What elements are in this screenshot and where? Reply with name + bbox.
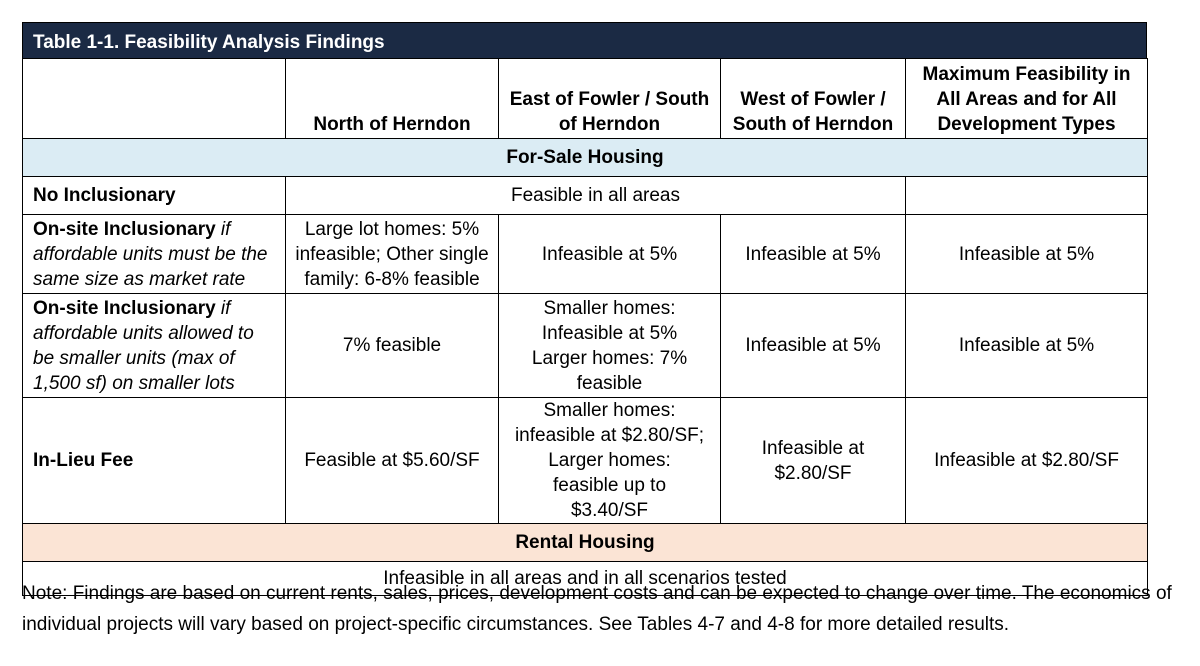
section-row-for-sale: [23, 139, 1148, 177]
cell-in-lieu-north: Feasible at $5.60/SF: [286, 398, 499, 524]
table-row-onsite-same-size: [23, 215, 1148, 294]
table-title: Table 1-1. Feasibility Analysis Findings: [22, 22, 1147, 58]
cell-no-inclusionary-max: [906, 177, 1148, 215]
column-header-blank: [23, 59, 286, 139]
row-label-bold: On-site Inclusionary: [33, 218, 216, 240]
cell-onsite-same-max: Infeasible at 5%: [906, 215, 1148, 294]
cell-onsite-smaller-west: Infeasible at 5%: [721, 294, 906, 398]
cell-in-lieu-max: Infeasible at $2.80/SF: [906, 398, 1148, 524]
cell-in-lieu-east: Smaller homes: infeasible at $2.80/SF; Larger homes: feasible up to $3.40/SF: [499, 398, 721, 524]
row-label-italic: if affordable units must be the same size as market rate: [33, 218, 268, 290]
table-row-in-lieu-fee: [23, 398, 1148, 524]
cell-onsite-smaller-north: 7% feasible: [286, 294, 499, 398]
column-header-east: East of Fowler / South of Herndon: [499, 59, 721, 139]
cell-onsite-smaller-max: Infeasible at 5%: [906, 294, 1148, 398]
row-label-bold: On-site Inclusionary: [33, 297, 216, 319]
table-row-no-inclusionary: [23, 177, 1148, 215]
table-note: Note: Findings are based on current rents, sales, prices, development costs and can be expected to change over time. The economics of individual projects will vary based on project-specific circumstances. See Tables 4-7 and 4-8 for more detailed results.: [22, 583, 1172, 635]
column-header-west: West of Fowler / South of Herndon: [721, 59, 906, 139]
feasibility-table-container: [22, 22, 1147, 596]
section-heading-rental: Rental Housing: [23, 524, 1148, 562]
cell-onsite-smaller-east: Smaller homes: Infeasible at 5% Larger homes: 7% feasible: [499, 294, 721, 398]
row-label-onsite-smaller: [23, 294, 286, 398]
cell-rental-finding: Infeasible in all areas and in all scenarios tested: [23, 562, 1148, 596]
row-label-onsite-same-size: [23, 215, 286, 294]
section-heading-for-sale: For-Sale Housing: [23, 139, 1148, 177]
header-row: [23, 59, 1148, 139]
table-row-onsite-smaller: [23, 294, 1148, 398]
column-header-max: Maximum Feasibility in All Areas and for All Development Types: [906, 59, 1148, 139]
cell-in-lieu-west: Infeasible at $2.80/SF: [721, 398, 906, 524]
feasibility-table: [22, 58, 1148, 596]
cell-onsite-same-west: Infeasible at 5%: [721, 215, 906, 294]
column-header-north: North of Herndon: [286, 59, 499, 139]
row-label-no-inclusionary: No Inclusionary: [23, 177, 286, 215]
cell-no-inclusionary-all-areas: Feasible in all areas: [286, 177, 906, 215]
section-row-rental: [23, 524, 1148, 562]
cell-onsite-same-north: Large lot homes: 5% infeasible; Other single family: 6-8% feasible: [286, 215, 499, 294]
row-label-in-lieu-fee: In-Lieu Fee: [23, 398, 286, 524]
cell-onsite-same-east: Infeasible at 5%: [499, 215, 721, 294]
row-label-italic: if affordable units allowed to be smaller units (max of 1,500 sf) on smaller lots: [33, 297, 254, 394]
